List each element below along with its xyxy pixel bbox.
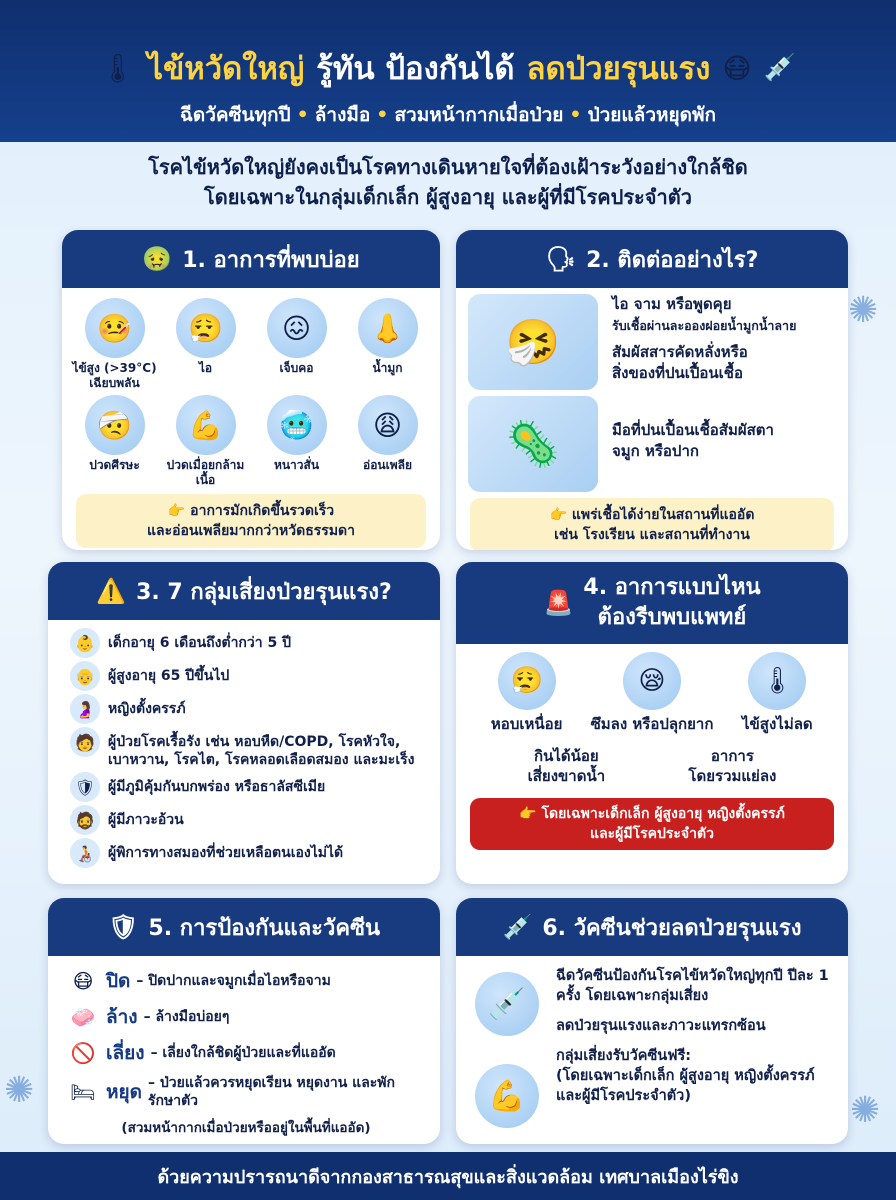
breathless-icon: 😮‍💨 [498,652,556,710]
risk-item: 🤰 หญิงตั้งครรภ์ [70,694,426,724]
mask-icon: 😷 [72,969,94,993]
fatigue-icon: 😩 [358,395,418,455]
pointing-hand-icon: 👉 [549,507,568,523]
symptom-item: 😮‍💨 ไอ [161,298,250,391]
bed-rest-icon: 🛏 [70,1080,96,1104]
pointing-hand-icon: 👉 [167,503,186,519]
obese-person-icon: 🧔 [70,805,100,835]
urgent-item: 🌡 ไข้สูงไม่ลด [715,652,840,734]
urgent-symptoms-card [456,562,848,884]
risk-item: 🧔 ผู้มีภาวะอ้วน [70,805,426,835]
symptom-item: 😖 เจ็บคอ [252,298,341,391]
symptom-item: 🤒 ไข้สูง (>39°C) เฉียบพลัน [70,298,159,391]
prevention-item: 🚫 เลี่ยง – เลี่ยงใกล้ชิดผู้ป่วยและที่แออัด [66,1038,426,1068]
baby-icon: 👶 [70,628,100,658]
risk-item: 👴 ผู้สูงอายุ 65 ปีขึ้นไป [70,661,426,691]
title-part3: ลดป่วยรุนแรง [526,51,711,87]
risk-item: 🛡 ผู้มีภูมิคุ้มกันบกพร่อง หรือธาลัสซีเมีย [70,772,426,802]
vaccine-point: ลดป่วยรุนแรงและภาวะแทรกซ้อน [556,1018,766,1034]
prevention-title: 🛡 5. การป้องกันและวัคซีน [48,898,440,956]
symptom-item: 🤕 ปวดศีรษะ [70,395,159,488]
runny-nose-icon: 👃 [358,298,418,358]
sick-face-icon: 🤢 [142,245,173,273]
speaking-head-icon: 🗣 [545,245,577,273]
chronic-patient-icon: 🧑 [70,727,100,757]
title-part1: ไข้หวัดใหญ่ [147,51,305,87]
hand-wash-icon: 🧼 [70,1005,96,1029]
thermometer-icon: 🌡 [748,652,806,710]
intro-line: โรคไข้หวัดใหญ่ยังคงเป็นโรคทางเดินหายใจที่ต้องเฝ้าระวังอย่างใกล้ชิด [148,155,748,179]
sore-throat-icon: 😖 [267,298,327,358]
transmission-item: มือที่ปนเปื้อนเชื้อสัมผัสตา [612,421,774,439]
transmission-item: ไอ จาม หรือพูดคุย [612,295,732,313]
urgent-item: 😪 ซึมลง หรือปลุกยาก [589,652,714,734]
transmission-title: 🗣 2. ติดต่ออย่างไร? [456,230,848,288]
urgent-item: กินได้น้อย เสี่ยงขาดน้ำ [527,747,606,785]
transmission-card: 🗣 2. ติดต่ออย่างไร? 🤧 ไอ จาม หรือพูดคุย รับเชื้อผ่านละอองฝอยน้ำมูกน้ำลาย สัมผัสสารคัดหลั่งหรือ สิ่งของที่ปนเปื้อนเชื้อ 🦠 มือที่ปนเปื้อนเชื้อสัมผัสตา จมูก หรือปาก 👉 แพร่เชื้อได้ง่ายในสถานที่แออัด เช่น โรงเรียน และสถานที่ทำงาน [456,230,848,550]
urgent-item: อาการ โดยรวมแย่ลง [688,747,777,785]
vaccine-point: ฉีดวัคซีนป้องกันโรคไข้หวัดใหญ่ทุกปี ปีละ 1 ครั้ง โดยเฉพาะกลุ่มเสี่ยง [556,968,829,1004]
urgent-title: 🚨 4. อาการแบบไหน ต้องรีบพบแพทย์ [456,562,848,644]
syringe-icon: 💉 [502,913,533,941]
intro-line: โดยเฉพาะในกลุ่มเด็กเล็ก ผู้สูงอายุ และผู้ที่มีโรคประจำตัว [204,185,692,209]
shield-icon: 🛡 [107,913,139,941]
page-title [0,40,896,96]
risk-item: 👶 เด็กอายุ 6 เดือนถึงต่ำกว่า 5 ปี [70,628,426,658]
coughing-person-icon: 🤧 [468,294,598,390]
prevention-item: 🧼 ล้าง – ล้างมือบ่อยๆ [66,1002,426,1032]
thermometer-icon: 🌡 [99,51,136,85]
warning-icon: ⚠️ [96,577,127,605]
urgent-note: 👉 โดยเฉพาะเด็กเล็ก ผู้สูงอายุ หญิงตั้งครรภ์ และผู้มีโรคประจำตัว [470,798,834,850]
prevention-item: 🛏 หยุด – ป่วยแล้วควรหยุดเรียน หยุดงาน และพักรักษาตัว [66,1074,426,1110]
disabled-person-icon: 🧑‍🦽 [70,838,100,868]
footer-credit: ด้วยความปรารถนาดีจากกองสาธารณสุขและสิ่งแวดล้อม เทศบาลเมืองไร่ขิง [0,1152,896,1200]
intro-text [70,152,826,212]
subtitle-item: สวมหน้ากากเมื่อป่วย [394,104,564,126]
subtitle-item: ป่วยแล้วหยุดพัก [587,104,717,126]
elderly-icon: 👴 [70,661,100,691]
transmission-note: 👉 แพร่เชื้อได้ง่ายในสถานที่แออัด เช่น โรงเรียน และสถานที่ทำงาน [470,498,834,550]
syringe-icon: 💉 [763,53,797,83]
siren-icon: 🚨 [543,589,574,617]
pregnant-icon: 🤰 [70,694,100,724]
vaccine-syringe-icon: 💉 [475,972,539,1036]
prevention-item: 😷 ปิด – ปิดปากและจมูกเมื่อไอหรือจาม [66,966,426,996]
immune-shield-icon: 🛡 [70,772,100,802]
symptoms-card [62,230,440,550]
symptom-item: 👃 น้ำมูก [343,298,432,391]
vaccine-card [456,898,848,1144]
symptoms-note: 👉 อาการมักเกิดขึ้นรวดเร็ว และอ่อนเพลียมากกว่าหวัดธรรมดา [76,494,426,548]
risk-item: 🧑‍🦽 ผู้พิการทางสมองที่ช่วยเหลือตนเองไม่ได้ [70,838,426,868]
risk-groups-title: ⚠️ 3. 7 กลุ่มเสี่ยงป่วยรุนแรง? [48,562,440,620]
virus-icon: ✺ [850,1090,881,1131]
symptom-item: 💪 ปวดเมื่อยกล้ามเนื้อ [161,395,250,488]
vaccine-point: กลุ่มเสี่ยงรับวัคซีนฟรี: (โดยเฉพาะเด็กเล็ก ผู้สูงอายุ หญิงตั้งครรภ์ และผู้มีโรคประจำตัว) [556,1048,815,1104]
vaccinated-person-icon: 💪 [475,1064,539,1128]
vaccine-title: 💉 6. วัคซีนช่วยลดป่วยรุนแรง [456,898,848,956]
symptom-item: 🥶 หนาวสั่น [252,395,341,488]
prevention-card [48,898,440,1144]
virus-icon: ✺ [4,1070,35,1111]
transmission-item: สัมผัสสารคัดหลั่งหรือ [612,343,748,361]
drowsy-icon: 😪 [623,652,681,710]
symptoms-title: 🤢 1. อาการที่พบบ่อย [62,230,440,288]
fever-icon: 🤒 [85,298,145,358]
pointing-hand-icon: 👉 [519,806,537,822]
prohibit-icon: 🚫 [70,1041,96,1065]
subtitle-item: ล้างมือ [314,104,371,126]
headache-icon: 🤕 [85,395,145,455]
chills-icon: 🥶 [267,395,327,455]
title-part2: รู้ทัน ป้องกันได้ [316,51,515,87]
symptom-item: 😩 อ่อนเพลีย [343,395,432,488]
subtitle: ฉีดวัคซีนทุกปี • ล้างมือ • สวมหน้ากากเมื่อป่วย • ป่วยแล้วหยุดพัก [179,104,717,126]
risk-item: 🧑 ผู้ป่วยโรคเรื้อรัง เช่น หอบหืด/COPD, โรคหัวใจ, เบาหวาน, โรคไต, โรคหลอดเลือดสมอง และมะเร็ง [70,727,426,769]
risk-groups-card [48,562,440,884]
header-banner [0,0,896,142]
prevention-note: (สวมหน้ากากเมื่อป่วยหรืออยู่ในพื้นที่แออัด) [121,1120,371,1136]
urgent-item: 😮‍💨 หอบเหนื่อย [464,652,589,734]
cough-icon: 😮‍💨 [176,298,236,358]
subtitle-item: ฉีดวัคซีนทุกปี [179,104,291,126]
sneezing-person-icon: 🦠 [468,396,598,492]
virus-icon: ✺ [848,290,879,331]
mask-face-icon: 😷 [722,51,752,85]
muscle-ache-icon: 💪 [176,395,236,455]
